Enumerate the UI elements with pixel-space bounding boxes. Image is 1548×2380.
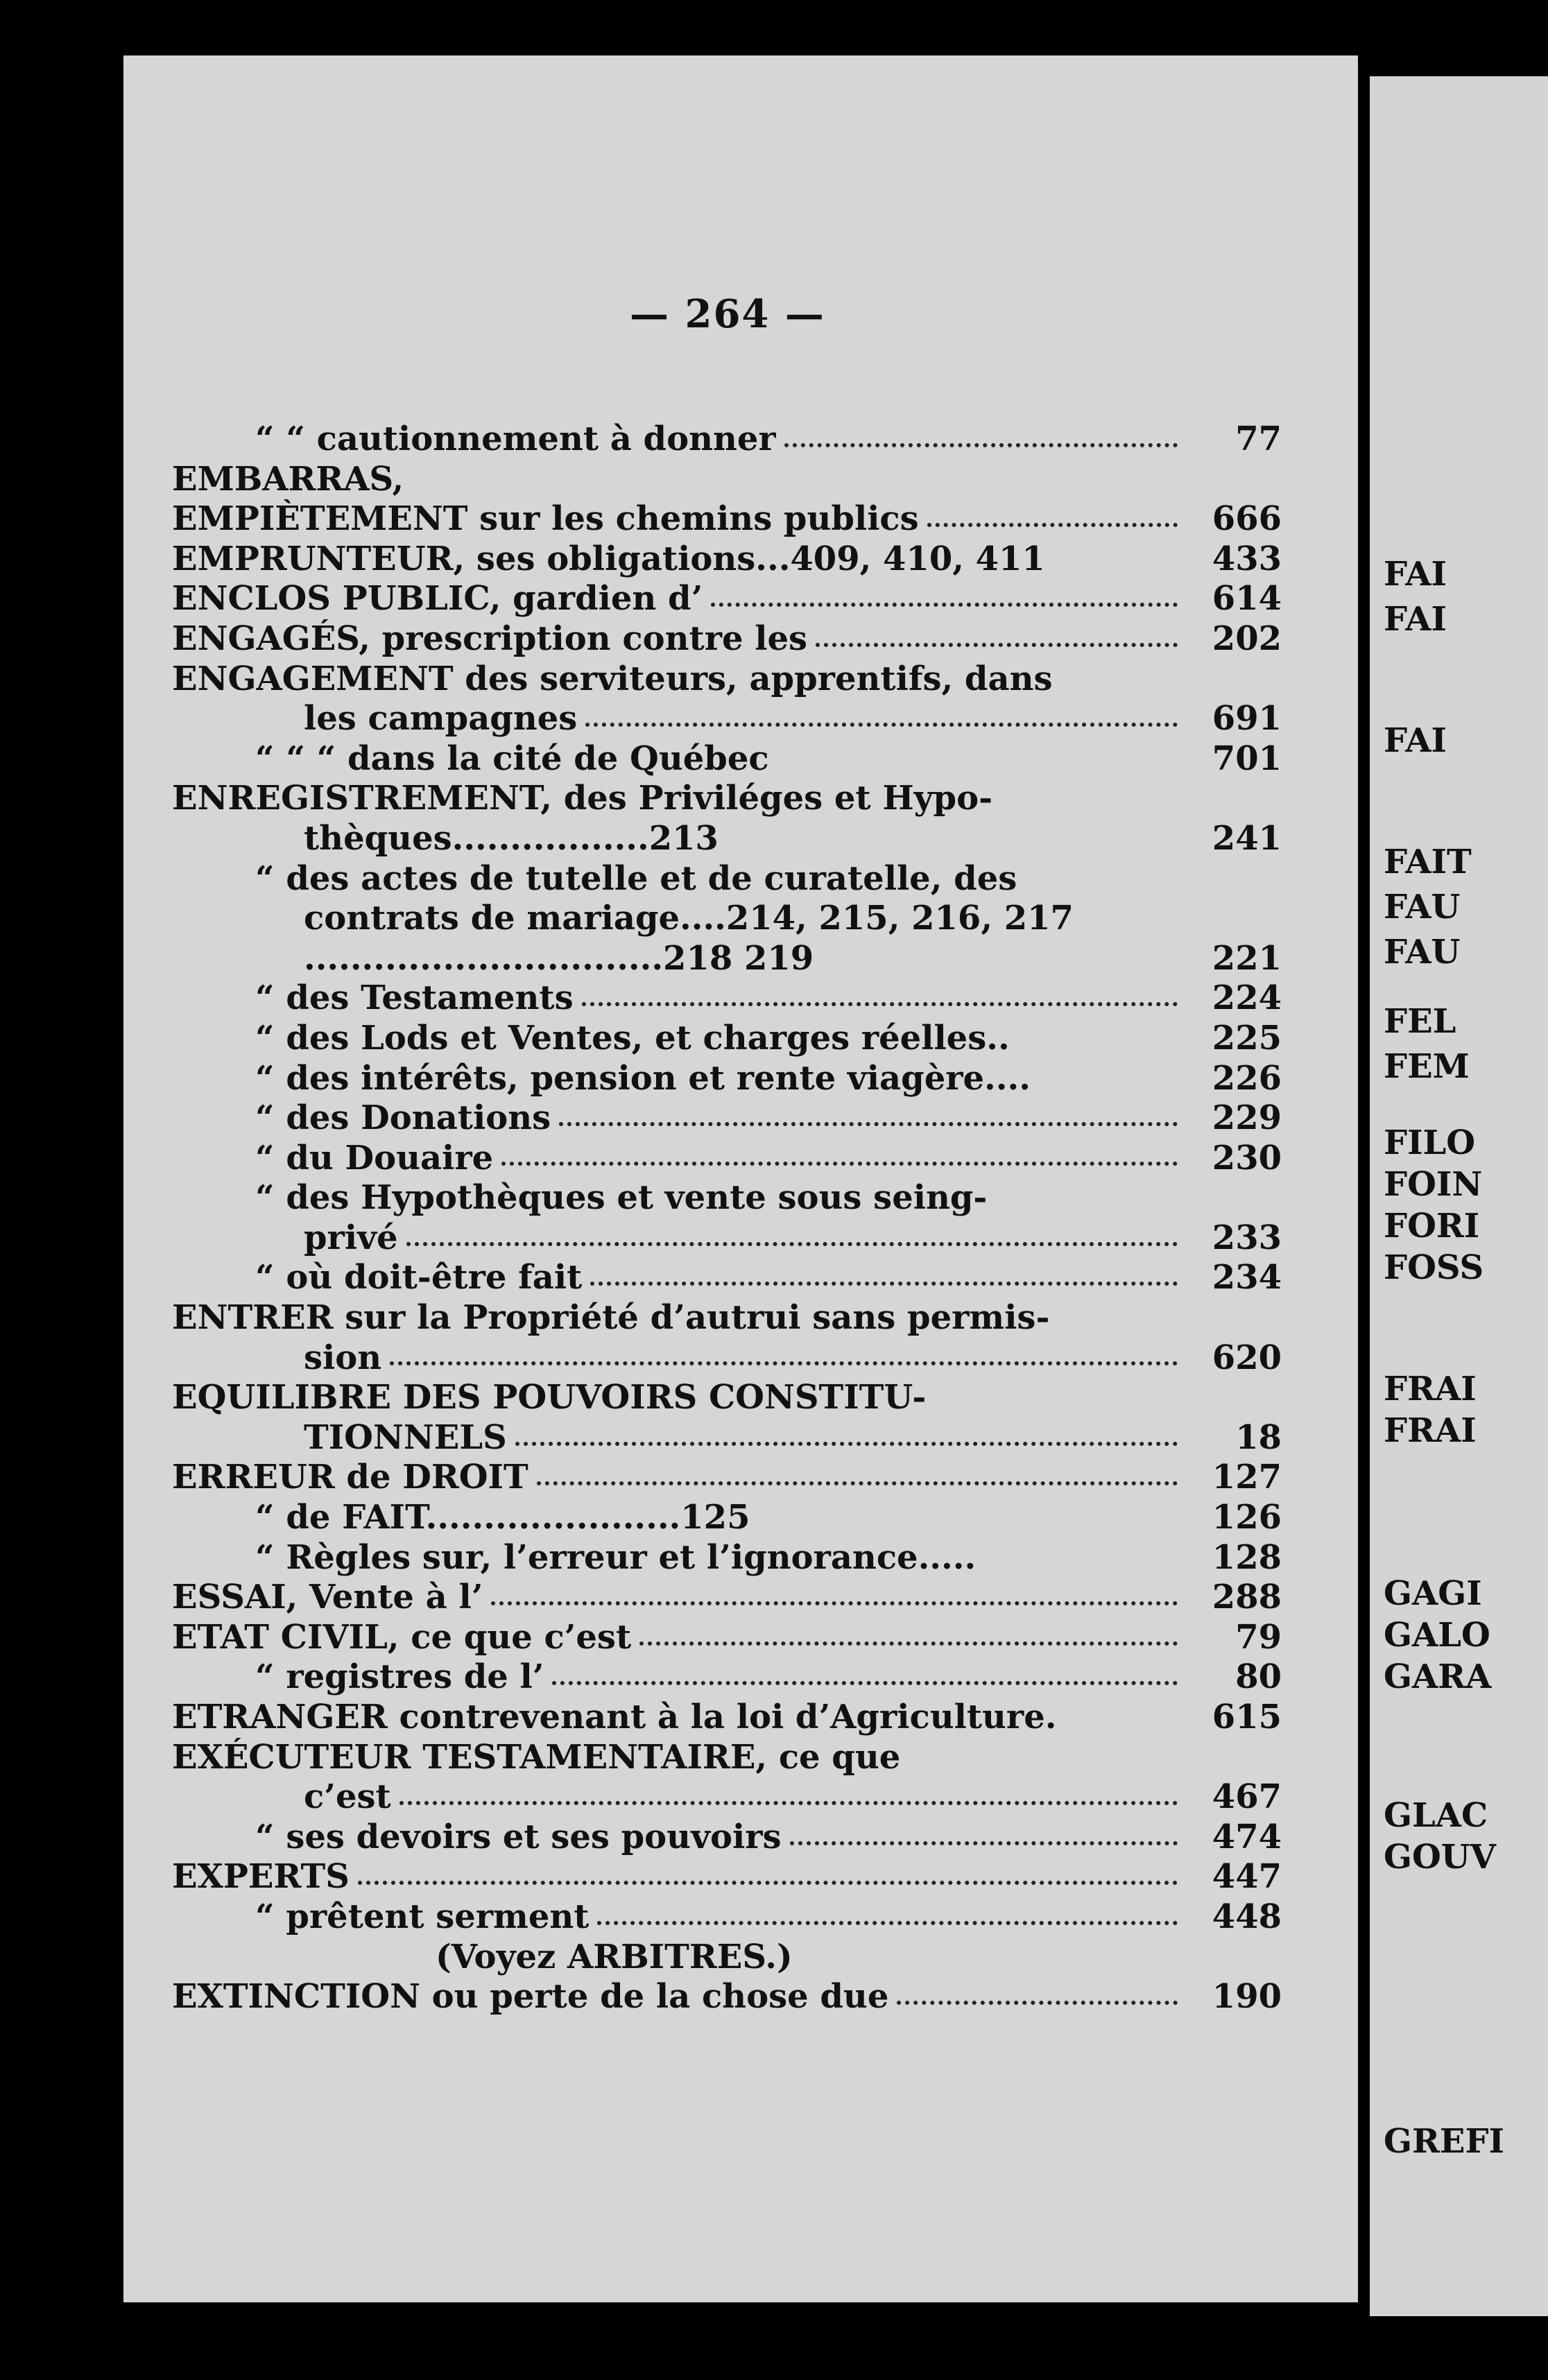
dot-leader — [552, 1681, 1178, 1685]
entry-text: EXPERTS — [172, 1857, 350, 1897]
dot-leader — [801, 1960, 1178, 1965]
entry-page-number: 614 — [1212, 579, 1282, 619]
dot-leader — [585, 723, 1178, 727]
dot-leader — [491, 1601, 1178, 1605]
dot-leader — [777, 763, 1178, 767]
index-entry — [172, 939, 1309, 979]
index-entry — [172, 1298, 1309, 1338]
index-entry — [172, 1378, 1309, 1418]
entry-text: “ des Testaments — [255, 978, 574, 1018]
index-entry — [172, 779, 1309, 819]
right-page-fragment: FRAI — [1384, 1370, 1477, 1408]
entry-text: thèques.................213 — [304, 818, 719, 858]
right-page-fragment: GOUV — [1384, 1838, 1496, 1877]
index-entry — [172, 1019, 1309, 1059]
entry-page-number: 127 — [1212, 1458, 1282, 1497]
dot-leader — [758, 1521, 1178, 1526]
entry-text: contrats de mariage....214, 215, 216, 217 — [304, 899, 1074, 938]
entry-text: “ des intérêts, pension et rente viagère.... — [255, 1058, 1031, 1098]
dot-leader — [1061, 682, 1178, 687]
index-entry — [172, 859, 1309, 899]
index-entries — [172, 420, 1309, 2017]
entry-page-number: 448 — [1212, 1897, 1282, 1936]
dot-leader — [412, 483, 1178, 487]
entry-text: les campagnes — [304, 699, 578, 739]
dot-leader — [1054, 563, 1178, 567]
dot-leader — [909, 1761, 1178, 1765]
dot-leader — [537, 1481, 1178, 1485]
right-page-fragment: FILO — [1384, 1123, 1476, 1162]
right-page-fragment: FEM — [1384, 1047, 1470, 1086]
entry-text: “ “ cautionnement à donner — [255, 420, 776, 458]
index-entry — [172, 1418, 1309, 1458]
entry-page-number: 230 — [1212, 1138, 1282, 1178]
entry-text: “ prêtent serment — [255, 1897, 590, 1936]
entry-page-number: 620 — [1212, 1338, 1282, 1377]
entry-text: “ où doit-être fait — [255, 1258, 583, 1297]
entry-page-number: 701 — [1212, 739, 1282, 778]
index-entry — [172, 1578, 1309, 1618]
right-page-fragment: FAIT — [1384, 843, 1472, 881]
entry-text: ETRANGER contrevenant à la loi d’Agriculture. — [172, 1698, 1057, 1736]
entry-page-number: 79 — [1235, 1617, 1282, 1657]
entry-text: ETAT CIVIL, ce que c’est — [172, 1617, 632, 1657]
entry-page-number: 288 — [1212, 1578, 1282, 1617]
dot-leader — [897, 2001, 1178, 2005]
index-entry — [172, 1657, 1309, 1698]
index-entry — [172, 1338, 1309, 1379]
dot-leader — [727, 843, 1178, 847]
index-entry — [172, 1059, 1309, 1099]
index-entry — [172, 1698, 1309, 1738]
dot-leader — [515, 1442, 1178, 1446]
index-entry — [172, 1777, 1309, 1818]
dot-leader — [1082, 922, 1178, 926]
dot-leader — [582, 1002, 1178, 1006]
dot-leader — [1018, 1042, 1178, 1046]
entry-page-number: 190 — [1212, 1977, 1282, 2017]
dot-leader — [358, 1881, 1178, 1885]
right-page-fragment: FAI — [1384, 600, 1447, 639]
entry-text: EMPRUNTEUR, ses obligations...409, 410, 411 — [172, 539, 1045, 578]
index-entry — [172, 1139, 1309, 1179]
dot-leader — [501, 1162, 1178, 1166]
entry-text: “ de FAIT......................125 — [255, 1498, 750, 1537]
dot-leader — [1058, 1322, 1178, 1326]
right-page-fragment: FOSS — [1384, 1248, 1484, 1287]
index-entry — [172, 499, 1309, 540]
right-page-fragment: FRAI — [1384, 1411, 1477, 1450]
entry-page-number: 666 — [1212, 499, 1282, 539]
entry-text: “ des Lods et Ventes, et charges réelles.. — [255, 1018, 1010, 1058]
entry-text: ENGAGEMENT des serviteurs, apprentifs, dans — [172, 659, 1053, 698]
right-page-fragment: FAI — [1384, 721, 1447, 760]
entry-page-number: 474 — [1212, 1817, 1282, 1856]
index-entry — [172, 540, 1309, 580]
entry-page-number: 202 — [1212, 619, 1282, 658]
dot-leader — [1025, 882, 1178, 886]
dot-leader — [822, 963, 1178, 967]
index-entry — [172, 1218, 1309, 1259]
index-entry — [172, 420, 1309, 460]
index-entry — [172, 1098, 1309, 1139]
page-number: — 264 — — [630, 291, 825, 337]
dot-leader — [639, 1641, 1178, 1646]
index-entry — [172, 1178, 1309, 1218]
right-page-fragment: FEL — [1384, 1002, 1456, 1041]
entry-page-number: 77 — [1235, 420, 1282, 458]
entry-page-number: 691 — [1212, 699, 1282, 739]
index-entry — [172, 619, 1309, 659]
dot-leader — [559, 1122, 1178, 1126]
entry-text: “ Règles sur, l’erreur et l’ignorance..... — [255, 1537, 977, 1577]
entry-page-number: 433 — [1212, 539, 1282, 578]
entry-page-number: 18 — [1235, 1417, 1282, 1457]
entry-text: “ du Douaire — [255, 1138, 494, 1178]
entry-page-number: 126 — [1212, 1498, 1282, 1537]
right-page-fragment: FAU — [1384, 933, 1461, 972]
entry-text: EXÉCUTEUR TESTAMENTAIRE, ce que — [172, 1737, 901, 1777]
index-entry — [172, 819, 1309, 859]
entry-page-number: 221 — [1212, 938, 1282, 978]
dot-leader — [390, 1361, 1178, 1365]
entry-text: TIONNELS — [304, 1417, 507, 1457]
index-entry — [172, 899, 1309, 939]
entry-text: c’est — [304, 1777, 391, 1817]
entry-text: ENTRER sur la Propriété d’autrui sans permis- — [172, 1298, 1050, 1338]
dot-leader — [790, 1841, 1178, 1845]
entry-text: “ des Donations — [255, 1098, 551, 1138]
entry-text: “ “ “ dans la cité de Québec — [255, 739, 769, 778]
entry-page-number: 233 — [1212, 1218, 1282, 1257]
index-entry — [172, 1458, 1309, 1498]
index-entry — [172, 460, 1309, 500]
index-entry — [172, 1938, 1309, 1978]
entry-page-number: 226 — [1212, 1058, 1282, 1098]
entry-text: EXTINCTION ou perte de la chose due — [172, 1977, 889, 2017]
entry-text: ENREGISTREMENT, des Priviléges et Hypo- — [172, 779, 993, 818]
right-page-fragment: GLAC — [1384, 1796, 1488, 1835]
right-page-fragment: FAU — [1384, 888, 1461, 926]
right-page-fragment: FOIN — [1384, 1165, 1483, 1204]
right-page-fragment: FORI — [1384, 1207, 1480, 1245]
index-entry — [172, 1897, 1309, 1938]
dot-leader — [934, 1402, 1178, 1406]
index-entry — [172, 1857, 1309, 1897]
entry-page-number: 241 — [1212, 818, 1282, 858]
entry-page-number: 229 — [1212, 1098, 1282, 1138]
entry-page-number: 80 — [1235, 1657, 1282, 1697]
dot-leader — [1039, 1082, 1178, 1086]
entry-text: ENGAGÉS, prescription contre les — [172, 619, 808, 658]
entry-page-number: 225 — [1212, 1018, 1282, 1058]
right-page-fragment: FAI — [1384, 555, 1447, 594]
right-page-fragment: GREFI — [1384, 2122, 1504, 2161]
index-entry — [172, 699, 1309, 739]
index-entry — [172, 1498, 1309, 1538]
entry-text: ERREUR de DROIT — [172, 1458, 528, 1497]
entry-text: sion — [304, 1338, 382, 1377]
dot-leader — [597, 1921, 1178, 1925]
entry-text: ESSAI, Vente à l’ — [172, 1578, 483, 1617]
entry-text: EQUILIBRE DES POUVOIRS CONSTITU- — [172, 1378, 927, 1417]
dot-leader — [995, 1202, 1178, 1206]
entry-text: ENCLOS PUBLIC, gardien d’ — [172, 579, 703, 619]
dot-leader — [784, 443, 1178, 447]
index-entry — [172, 1538, 1309, 1578]
entry-text: (Voyez ARBITRES.) — [436, 1937, 793, 1976]
entry-text: EMBARRAS, — [172, 459, 404, 499]
right-page-edge — [1370, 76, 1548, 2316]
entry-page-number: 447 — [1212, 1857, 1282, 1897]
index-entry — [172, 579, 1309, 619]
entry-text: privé — [304, 1218, 398, 1257]
dot-leader — [590, 1282, 1178, 1286]
index-entry — [172, 978, 1309, 1019]
dot-leader — [711, 603, 1178, 607]
entry-text: “ des actes de tutelle et de curatelle, des — [255, 859, 1017, 898]
entry-text: “ des Hypothèques et vente sous seing- — [255, 1178, 988, 1218]
index-entry — [172, 739, 1309, 779]
dot-leader — [406, 1242, 1178, 1246]
dot-leader — [927, 523, 1178, 527]
entry-page-number: 224 — [1212, 978, 1282, 1018]
dot-leader — [1065, 1721, 1178, 1725]
dot-leader — [816, 643, 1178, 647]
entry-page-number: 234 — [1212, 1258, 1282, 1297]
right-page-fragment: GAGI — [1384, 1574, 1482, 1613]
entry-text: EMPIÈTEMENT sur les chemins publics — [172, 499, 919, 539]
index-entry — [172, 1618, 1309, 1658]
dot-leader — [1001, 802, 1178, 807]
dot-leader — [399, 1801, 1178, 1805]
index-entry — [172, 1738, 1309, 1778]
right-page-fragment: GARA — [1384, 1657, 1492, 1696]
entry-page-number: 615 — [1212, 1698, 1282, 1736]
index-entry — [172, 1258, 1309, 1298]
index-entry — [172, 1977, 1309, 2017]
index-entry — [172, 659, 1309, 700]
entry-page-number: 467 — [1212, 1777, 1282, 1817]
entry-text: “ ses devoirs et ses pouvoirs — [255, 1817, 782, 1856]
right-page-fragment: GALO — [1384, 1616, 1490, 1655]
left-page — [123, 55, 1358, 2302]
index-entry — [172, 1818, 1309, 1858]
entry-page-number: 128 — [1212, 1537, 1282, 1577]
dot-leader — [984, 1561, 1178, 1565]
entry-text: ...............................218 219 — [304, 938, 814, 978]
entry-text: “ registres de l’ — [255, 1657, 544, 1697]
